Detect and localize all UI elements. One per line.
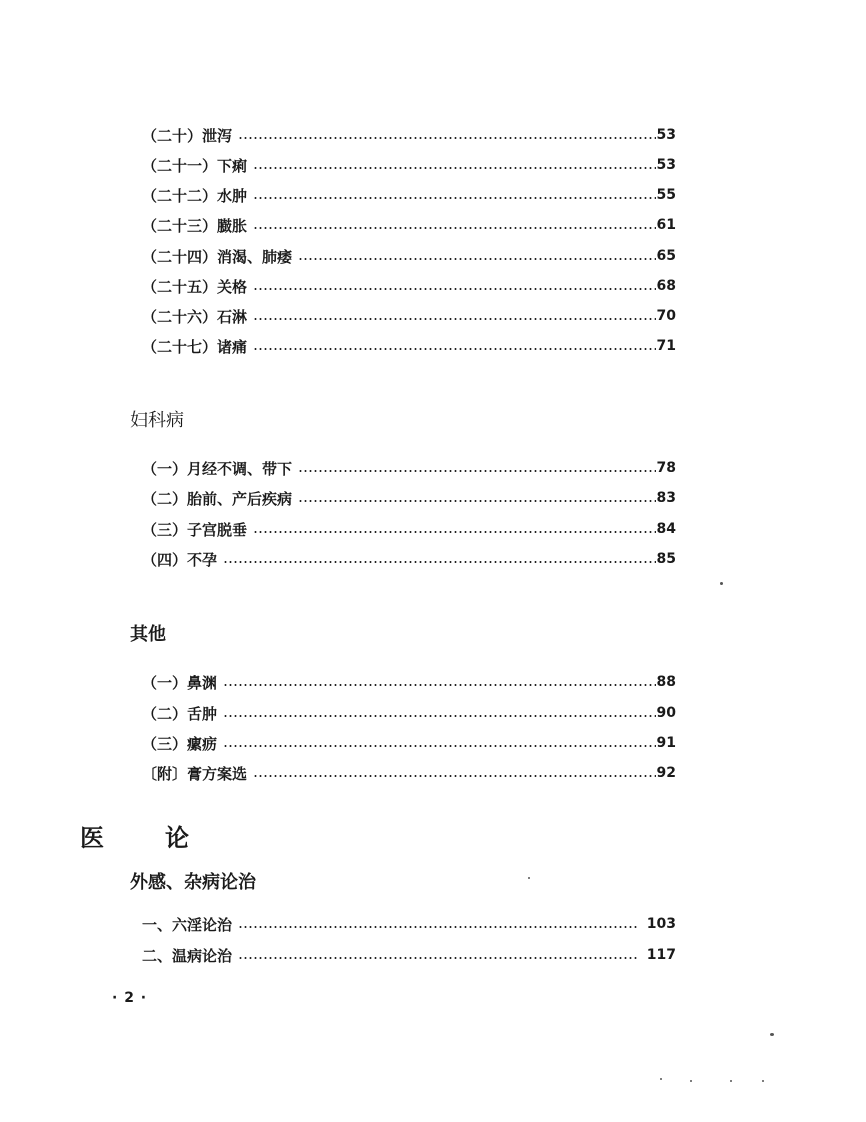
toc-entry-title: （二十七）诸痛 (142, 337, 248, 356)
leader-dots (253, 197, 656, 199)
toc-entry-title: （三）子宫脱垂 (142, 520, 248, 539)
toc-entry (142, 303, 676, 329)
toc-entry-title: （二十六）石淋 (142, 307, 248, 326)
toc-entry (142, 273, 676, 299)
toc-entry-title: 一、六淫论治 (142, 915, 233, 934)
section-heading: 妇科病 (130, 410, 184, 431)
leader-dots (253, 775, 656, 777)
leader-dots (238, 926, 637, 928)
scan-speck (528, 877, 530, 879)
toc-entry (142, 516, 676, 542)
toc-entry (142, 152, 676, 178)
scan-speck (660, 1078, 662, 1080)
toc-entry-page: 70 (656, 308, 676, 324)
toc-entry-page: 88 (656, 674, 676, 690)
toc-entry-page: 117 (646, 947, 676, 963)
part-heading (80, 812, 200, 852)
leader-dots (223, 745, 656, 747)
toc-entry-page: 90 (656, 705, 676, 721)
toc-entry-page: 91 (656, 735, 676, 751)
leader-dots (238, 957, 637, 959)
scan-speck (730, 1080, 732, 1082)
leader-dots (253, 348, 656, 350)
section-heading: 其他 (130, 624, 166, 645)
toc-entry-page: 92 (656, 765, 676, 781)
toc-entry (142, 760, 676, 786)
scan-speck (770, 1033, 774, 1036)
toc-entry (142, 942, 676, 968)
toc-entry-title: （二）胎前、产后疾病 (142, 489, 293, 508)
leader-dots (253, 167, 656, 169)
toc-entry (142, 911, 676, 937)
toc-entry-title: （三）瘰疬 (142, 734, 218, 753)
toc-entry-title: （二十二）水肿 (142, 186, 248, 205)
leader-dots (223, 561, 656, 563)
toc-entry (142, 122, 676, 148)
toc-entry-page: 83 (656, 490, 676, 506)
toc-entry (142, 546, 676, 572)
toc-entry (142, 333, 676, 359)
leader-dots (253, 318, 656, 320)
toc-entry-page: 85 (656, 551, 676, 567)
toc-entry-page: 71 (656, 338, 676, 354)
toc-entry-page: 55 (656, 187, 676, 203)
toc-entry-title: （一）月经不调、带下 (142, 459, 293, 478)
toc-entry (142, 243, 676, 269)
toc-entry (142, 212, 676, 238)
toc-entry-page: 78 (656, 460, 676, 476)
toc-entry-page: 53 (656, 157, 676, 173)
toc-entry (142, 700, 676, 726)
toc-entry-title: （二十五）关格 (142, 277, 248, 296)
toc-entry-page: 103 (646, 916, 676, 932)
toc-entry (142, 730, 676, 756)
leader-dots (238, 137, 656, 139)
toc-entry-title: （二十一）下痢 (142, 156, 248, 175)
toc-entry (142, 669, 676, 695)
toc-entry (142, 485, 676, 511)
leader-dots (253, 227, 656, 229)
toc-entry-page: 53 (656, 127, 676, 143)
leader-dots (253, 531, 656, 533)
part-heading-char: 论 (165, 824, 189, 852)
toc-entry-title: （一）鼻渊 (142, 673, 218, 692)
toc-entry-page: 61 (656, 217, 676, 233)
leader-dots (253, 288, 656, 290)
toc-entry-title: （二）舌肿 (142, 704, 218, 723)
toc-entry-title: （二十四）消渴、肺痿 (142, 247, 293, 266)
toc-entry-title: 二、温病论治 (142, 946, 233, 965)
part-heading-char: 医 (80, 824, 104, 852)
toc-entry-title: （二十三）臌胀 (142, 216, 248, 235)
toc-entry (142, 182, 676, 208)
scan-speck (690, 1080, 692, 1082)
page-number: · 2 · (112, 990, 148, 1006)
toc-entry-title: 〔附〕膏方案选 (142, 764, 248, 783)
leader-dots (298, 500, 656, 502)
toc-entry-page: 68 (656, 278, 676, 294)
leader-dots (223, 715, 656, 717)
scan-speck (762, 1080, 764, 1082)
leader-dots (298, 258, 656, 260)
scan-speck (720, 582, 723, 585)
toc-entry-title: （四）不孕 (142, 550, 218, 569)
subsection-heading: 外感、杂病论治 (130, 872, 256, 893)
leader-dots (223, 684, 656, 686)
toc-entry-page: 84 (656, 521, 676, 537)
leader-dots (298, 470, 656, 472)
toc-entry (142, 455, 676, 481)
toc-entry-page: 65 (656, 248, 676, 264)
toc-entry-title: （二十）泄泻 (142, 126, 233, 145)
